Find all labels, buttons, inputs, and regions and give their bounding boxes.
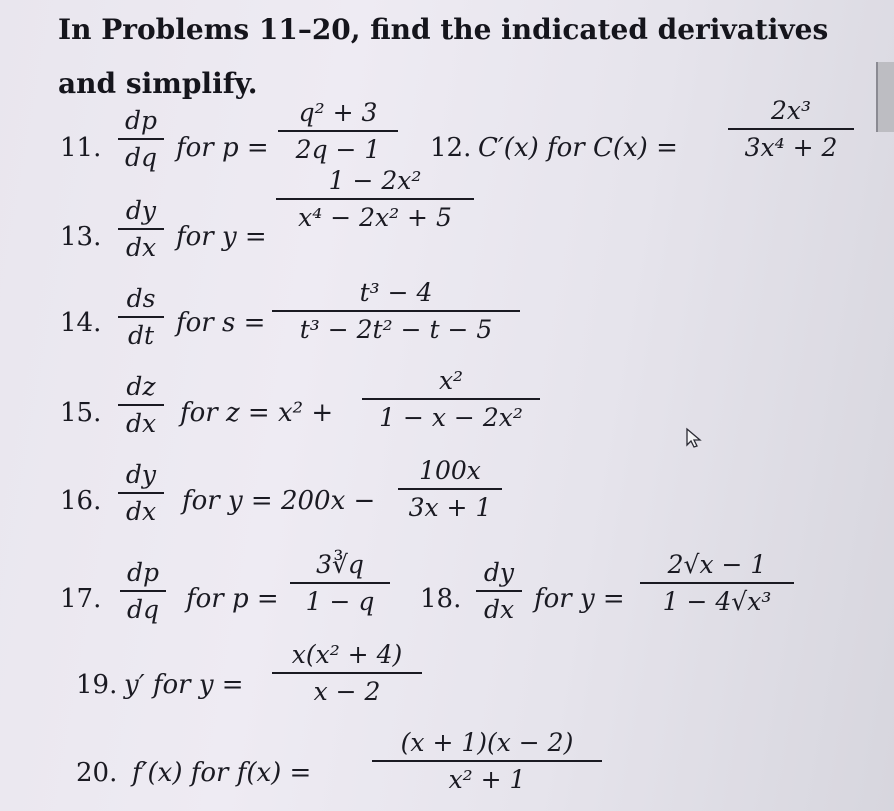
fraction-denominator: 1 − 4√x³ [662, 587, 772, 616]
problem-20-number: 20. [76, 758, 118, 788]
mouse-pointer-icon [684, 427, 706, 449]
derivative-numerator: dy [125, 460, 157, 489]
fraction-denominator: x⁴ − 2x² + 5 [298, 203, 452, 232]
fraction-numerator: (x + 1)(x − 2) [400, 728, 574, 757]
problem-16-derivative [118, 460, 164, 526]
fraction-denominator: x² + 1 [448, 765, 526, 794]
derivative-denominator: dq [126, 595, 159, 624]
derivative-denominator: dq [124, 143, 157, 172]
problem-19-fraction [272, 640, 422, 706]
fraction-denominator: 3x + 1 [408, 493, 492, 522]
problem-14-fraction [272, 278, 520, 344]
derivative-numerator: dy [483, 558, 515, 587]
fraction-denominator: x − 2 [313, 677, 381, 706]
derivative-numerator: ds [126, 284, 156, 313]
problem-19-number: 19. [76, 670, 118, 700]
derivative-numerator: dz [126, 372, 156, 401]
problem-16-for-text: for y = 200x − [182, 486, 376, 516]
problem-15-for-text: for z = x² + [180, 398, 334, 428]
fraction-numerator: 2√x − 1 [667, 550, 767, 579]
problem-14-number: 14. [60, 308, 102, 338]
fraction-denominator: 3x⁴ + 2 [744, 133, 838, 162]
derivative-denominator: dx [483, 595, 515, 624]
problem-15-fraction [362, 366, 540, 432]
problem-heading: In Problems 11–20, find the indicated derivatives and simplify. [58, 13, 829, 100]
problem-12-fraction [728, 96, 854, 162]
problem-19-text: y′ for y = [124, 670, 244, 700]
problem-18-number: 18. [420, 584, 462, 614]
problem-14-for-text: for s = [176, 308, 266, 338]
problem-18-derivative [476, 558, 522, 624]
problem-13-number: 13. [60, 222, 102, 252]
derivative-denominator: dx [125, 233, 157, 262]
fraction-numerator: 3∛q [316, 550, 364, 579]
fraction-numerator: t³ − 4 [359, 278, 433, 307]
problem-11-for-text: for p = [176, 133, 269, 163]
derivative-numerator: dy [125, 196, 157, 225]
derivative-numerator: dp [124, 106, 157, 135]
fraction-numerator: 1 − 2x² [328, 166, 422, 195]
fraction-denominator: t³ − 2t² − t − 5 [299, 315, 493, 344]
fraction-numerator: x² [438, 366, 464, 395]
fraction-denominator: 1 − x − 2x² [379, 403, 523, 432]
problem-20-text: f′(x) for f(x) = [132, 758, 312, 788]
problem-12-text: C′(x) for C(x) = [478, 133, 678, 163]
side-edge-widget [876, 62, 894, 132]
problem-11-derivative [118, 106, 164, 172]
problem-14-derivative [118, 284, 164, 350]
problem-15-derivative [118, 372, 164, 438]
problem-16-fraction [398, 456, 502, 522]
problem-13-derivative [118, 196, 164, 262]
problem-18-fraction [640, 550, 794, 616]
fraction-numerator: x(x² + 4) [291, 640, 403, 669]
problem-13-for-text: for y = [176, 222, 267, 252]
derivative-denominator: dx [125, 497, 157, 526]
fraction-numerator: q² + 3 [298, 98, 378, 127]
problem-20-fraction [372, 728, 602, 794]
derivative-numerator: dp [126, 558, 159, 587]
problem-18-for-text: for y = [534, 584, 625, 614]
problem-15-number: 15. [60, 398, 102, 428]
problem-11-number: 11. [60, 133, 102, 163]
problem-12-number: 12. [430, 133, 472, 163]
problem-17-for-text: for p = [186, 584, 279, 614]
problem-16-number: 16. [60, 486, 102, 516]
problem-17-derivative [120, 558, 166, 624]
derivative-denominator: dt [127, 321, 155, 350]
problem-13-fraction [276, 166, 474, 232]
fraction-denominator: 2q − 1 [295, 135, 381, 164]
fraction-numerator: 2x³ [770, 96, 812, 125]
problem-17-fraction [290, 550, 390, 616]
derivative-denominator: dx [125, 409, 157, 438]
fraction-denominator: 1 − q [305, 587, 375, 616]
problem-17-number: 17. [60, 584, 102, 614]
fraction-numerator: 100x [419, 456, 481, 485]
problem-11-fraction [278, 98, 398, 164]
